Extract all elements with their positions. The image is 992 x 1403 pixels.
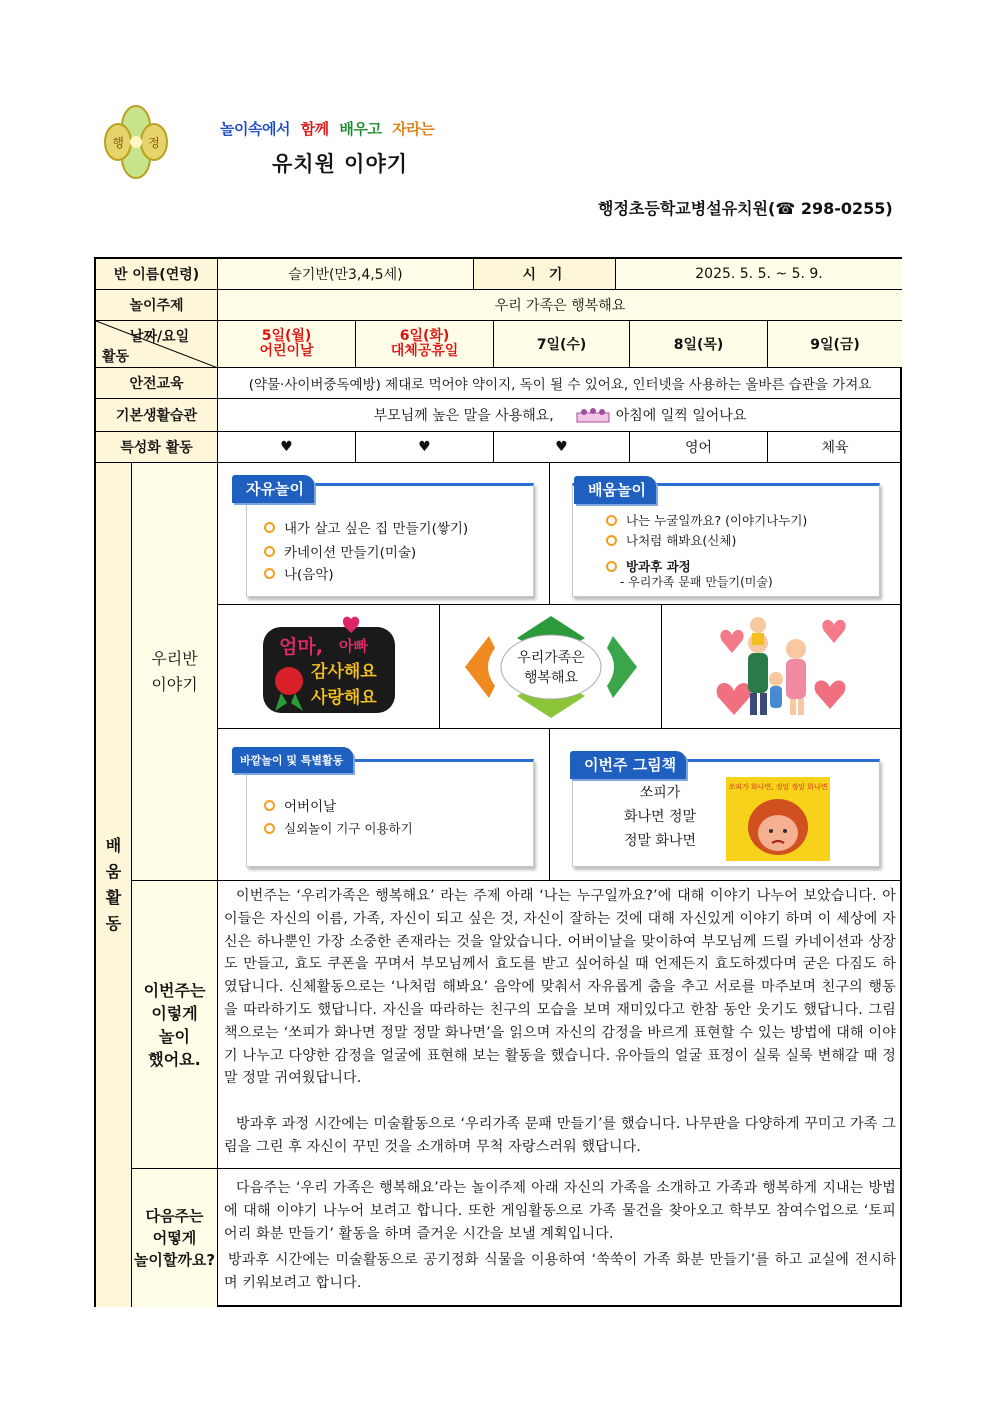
logo-char-1: 행 [112, 136, 124, 150]
day-label-top: 날짜/요일 [130, 329, 190, 345]
day-fri: 9일(금) [768, 321, 902, 368]
school-name: 행정초등학교병설유치원(☎ 298-0255) [598, 199, 893, 218]
label-line: 이번주는 [143, 980, 206, 1000]
habit-label: 기본생활습관 [96, 399, 218, 432]
slogan [220, 118, 440, 139]
family-illustration-graphic [712, 611, 852, 723]
picture-book-tab: 이번주 그림책 [570, 751, 686, 779]
day-note: 대체공휴일 [390, 343, 459, 359]
class-story-label [132, 463, 218, 881]
side-char: 활 [105, 888, 122, 907]
outdoor-panel [218, 729, 550, 881]
class-value: 슬기반(만3,4,5세) [218, 259, 474, 290]
list-item: 어버이날 [264, 795, 336, 815]
learning-activity-label [96, 463, 132, 1307]
this-week-paragraph-2: 방과후 과정 시간에는 미술활동으로 ‘우리가족 문패 만들기’를 했습니다. 나무판을 다양하게 꾸미고 가족 그림을 그린 후 자신이 꾸민 것을 소개하며 무척 자랑스러워 했답니다. [224, 1116, 896, 1155]
day-date: 6일(화) [399, 328, 450, 345]
day-label-bottom: 활동 [102, 349, 130, 365]
special-thu: 영어 [630, 432, 768, 463]
label-line: 놀이 [159, 1026, 190, 1046]
special-wed: ♥ [494, 432, 630, 463]
list-item: 실외놀이 기구 이용하기 [264, 819, 413, 837]
badge-line: 사랑해요 [310, 687, 377, 708]
story-label-line: 이야기 [151, 674, 198, 694]
list-item: 나(음악) [264, 563, 334, 583]
outdoor-tab: 바깥놀이 및 특별활동 [232, 747, 353, 773]
family-happy-graphic [463, 614, 639, 720]
day-header [96, 321, 218, 368]
bullet-icon [264, 568, 275, 579]
bullet-icon [606, 515, 617, 526]
side-char: 배 [105, 836, 122, 855]
day-mon [218, 321, 356, 368]
carnation-badge [259, 615, 399, 719]
free-play-tab: 자유놀이 [232, 475, 314, 503]
special-fri: 체육 [768, 432, 902, 463]
list-item: 나처럼 해봐요(신체) [606, 531, 736, 549]
next-week-paragraph-2: 방과후 시간에는 미술활동으로 공기정화 식물을 이용하여 ‘쑥쑥이 가족 화분 만들기’를 하고 교실에 전시하며 키워보려고 합니다. [224, 1252, 896, 1291]
cover-text: 쏘피가 화나면, 정말 정말 화나면 [728, 783, 828, 791]
badge-line: 감사해요 [310, 661, 377, 682]
picture-book-panel [550, 729, 902, 881]
badge-line: 엄마, [278, 635, 323, 658]
bullet-icon [606, 561, 617, 572]
label-line: 놀이할까요? [133, 1251, 216, 1269]
habit-text-2: 아침에 일찍 일어나요 [615, 408, 747, 424]
habit-icon [576, 407, 610, 423]
class-label: 반 이름(연령) [96, 259, 218, 290]
habit-value [218, 399, 902, 432]
book-title-line: 정말 화나면 [623, 833, 697, 849]
day-wed: 7일(수) [494, 321, 630, 368]
day-note: 어린이날 [259, 343, 314, 359]
bullet-icon [264, 823, 275, 834]
list-item: 나는 누굴일까요? (이야기나누기) [606, 511, 807, 529]
learning-play-panel [550, 463, 902, 605]
learning-play-tab: 배움놀이 [574, 476, 656, 504]
slogan-word: 배우고 [339, 120, 382, 138]
label-line: 어떻게 [152, 1229, 197, 1247]
special-tue: ♥ [356, 432, 494, 463]
page-title: 유치원 이야기 [272, 152, 409, 176]
book-title-line: 화나면 정말 [623, 809, 697, 825]
badge-line: 아빠 [338, 636, 368, 655]
logo-char-2: 정 [148, 136, 160, 150]
theme-label: 놀이주제 [96, 290, 218, 321]
special-label: 특성화 활동 [96, 432, 218, 463]
slogan-word: 자라는 [392, 120, 435, 138]
list-item: - 우리가족 문패 만들기(미술) [620, 575, 773, 589]
center-line: 우리가족은 [516, 649, 585, 666]
theme-value: 우리 가족은 행복해요 [218, 290, 902, 321]
bullet-icon [264, 546, 275, 557]
next-week-label [132, 1169, 218, 1307]
this-week-paragraph: 이번주는 ‘우리가족은 행복해요’ 라는 주제 아래 ‘나는 누구일까요?’에 대해 이야기 나누어 보았습니다. 아이들은 자신의 이름, 가족, 자신이 되고 싶은 것, 자신이 잘하는 것에 대해 자신있게 이야기 하며 이 세상에 자신은 하나뿐인 가장 소중한 존재라는 것을 알았습니다. 어버이날을 맞이하여 부모님께 드릴 카네이션과 상장도 만들고, 효도 쿠폰을 꾸며서 부모님께서 효도를 받고 싶어하실 때 언제든지 효도하겠다며 굳은 다짐도 하였답니다. 신체활동으로는 ‘나처럼 해봐요’ 음악에 맞춰서 자유롭게 춤을 추고 서로를 마주보며 친구의 행동을 따라하기도 했답니다. 자신을 따라하는 친구의 모습을 보며 재미있다고 한참 동안 웃기도 했답니다. 그림책으로는 ‘쏘피가 화나면 정말 정말 화나면’을 읽으며 자신의 감정을 바르게 표현할 수 있는 방법에 대해 이야기 나누고 다양한 감정을 얼굴에 표현해 보는 활동을 했습니다. 유아들의 얼굴 표정이 실룩 실룩 변해갈 때 정말 정말 귀여웠답니다. [224, 888, 896, 1087]
slogan-word: 함께 [300, 120, 329, 138]
side-char: 동 [105, 914, 122, 933]
slogan-word: 놀이속에서 [220, 120, 290, 138]
period-label: 시 기 [474, 259, 616, 290]
day-thu: 8일(목) [630, 321, 768, 368]
bullet-icon [264, 522, 275, 533]
side-char: 움 [105, 862, 122, 881]
this-week-content [218, 881, 902, 1169]
day-tue [356, 321, 494, 368]
habit-text-1: 부모님께 높은 말을 사용해요, [373, 408, 554, 424]
this-week-label [132, 881, 218, 1169]
label-line: 다음주는 [145, 1207, 204, 1225]
family-happy-image [440, 605, 662, 729]
bullet-icon [606, 535, 617, 546]
list-item: 내가 살고 싶은 집 만들기(쌓기) [264, 517, 468, 537]
list-item: 방과후 과정 [606, 557, 691, 575]
list-item: 카네이션 만들기(미술) [264, 541, 416, 561]
weekly-plan-table [94, 257, 902, 1307]
book-title [600, 781, 720, 853]
school-logo [104, 104, 168, 180]
free-play-panel [218, 463, 550, 605]
label-line: 이렇게 [151, 1003, 198, 1023]
story-label-line: 우리반 [151, 648, 198, 668]
book-title-line: 쏘피가 [639, 785, 681, 801]
next-week-content [218, 1169, 902, 1307]
center-line: 행복해요 [523, 669, 578, 686]
thanks-badge-image [218, 605, 440, 729]
safety-label: 안전교육 [96, 368, 218, 399]
period-value: 2025. 5. 5. ~ 5. 9. [616, 259, 902, 290]
book-cover-image [726, 777, 830, 861]
label-line: 했어요. [148, 1049, 201, 1069]
special-mon: ♥ [218, 432, 356, 463]
bullet-icon [264, 800, 275, 811]
next-week-paragraph: 다음주는 ‘우리 가족은 행복해요’라는 놀이주제 아래 자신의 가족을 소개하고 가족과 행복하게 지내는 방법에 대해 이야기 나누어 보려고 합니다. 또한 게임활동으로 가족 물건을 찾아오고 학부모 참여수업으로 ‘토피어리 화분 만들기’ 활동을 하며 즐거운 시간을 보낼 계획입니다. [224, 1180, 896, 1242]
family-illustration [662, 605, 902, 729]
day-date: 5일(월) [261, 328, 312, 345]
safety-value: (약물·사이버중독예방) 제대로 먹어야 약이지, 독이 될 수 있어요, 인터넷을 사용하는 올바른 습관을 가져요 [218, 368, 902, 399]
